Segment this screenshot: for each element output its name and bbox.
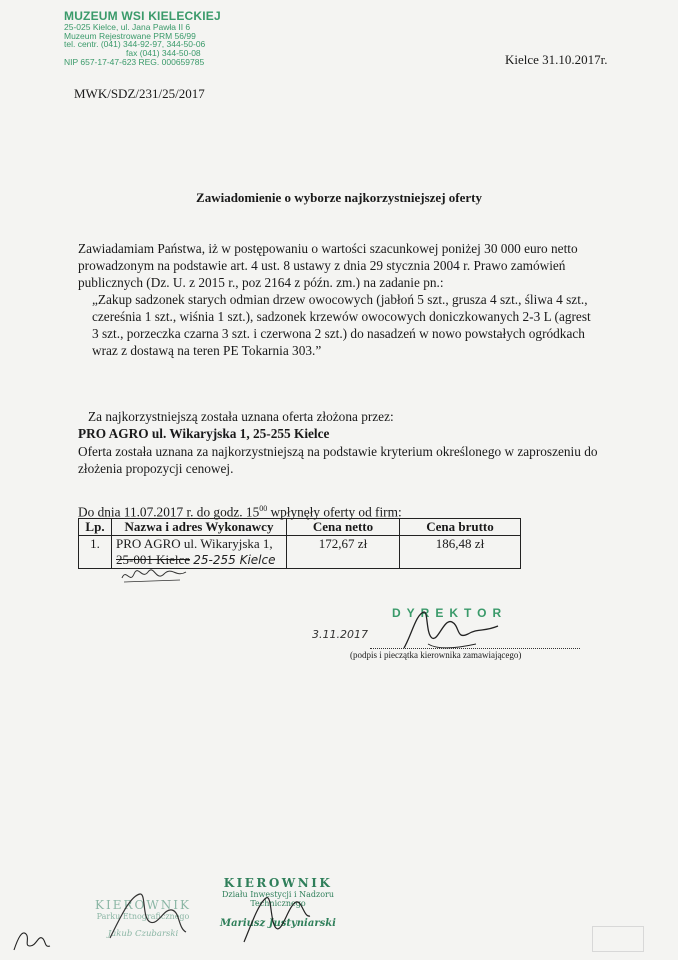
cell-lp: 1.: [79, 536, 112, 569]
stamp-fax: fax (041) 344-50-08: [126, 48, 201, 59]
struck-address: 25-001 Kielce: [116, 552, 191, 567]
cell-gross: 186,48 zł: [400, 536, 521, 569]
park-stamp-name: Jakub Czubarski: [107, 929, 179, 939]
cell-name: [112, 536, 287, 569]
signature-caption: (podpis i pieczątka kierownika zamawiającego): [350, 650, 522, 660]
park-stamp-title: KIEROWNIK: [95, 898, 191, 912]
handwritten-correction: 25-255 Kielce: [193, 553, 276, 567]
faint-corner-stamp: [592, 926, 644, 952]
city-date: Kielce 31.10.2017r.: [505, 52, 608, 67]
table-header-row: [79, 519, 521, 536]
park-stamp-dept: Parku Etnograficznego: [96, 912, 190, 921]
signature-date: 3.11.2017: [312, 628, 368, 641]
col-header-name: Nazwa i adres Wykonawcy: [112, 519, 287, 536]
inv-stamp-name: Mariusz Justyniarski: [220, 918, 336, 929]
offers-lead-hour-sup: 00: [259, 504, 268, 513]
stamp-nip: NIP 657-17-47-623 REG. 000659785: [64, 57, 205, 68]
offers-lead-text-end: wpłynęły oferty od firm:: [267, 504, 402, 520]
stamp-registry: Muzeum Rejestrowane PRM 56/99: [64, 30, 196, 41]
col-header-lp: Lp.: [79, 519, 112, 536]
institution-stamp: [64, 10, 264, 67]
reference-number: MWK/SDZ/231/25/2017: [74, 86, 205, 101]
investment-manager-stamp: [198, 876, 358, 929]
director-stamp: DYREKTOR: [392, 606, 508, 620]
handwritten-initials: [120, 566, 190, 586]
cell-name-line1: PRO AGRO ul. Wikaryjska 1,: [116, 536, 273, 551]
inv-stamp-title: KIEROWNIK: [223, 876, 333, 890]
document-title: Zawiadomienie o wyborze najkorzystniejszej oferty: [196, 190, 482, 205]
col-header-net: Cena netto: [287, 519, 400, 536]
stamp-phone: tel. centr. (041) 344-92-97, 344-50-06: [64, 39, 206, 50]
winner-justification: Oferta została uznana za najkorzystniejszą na podstawie kryterium określonego w zaproszeniu do złożenia propozycji cenowej.: [78, 444, 598, 476]
offers-lead-text: Do dnia 11.07.2017 r. do godz. 15: [78, 504, 260, 520]
handwritten-mark: [12, 928, 52, 954]
institution-name: MUZEUM WSI KIELECKIEJ: [64, 9, 221, 23]
inv-stamp-dept: Działu Inwestycji i Nadzoru Technicznego: [221, 890, 335, 908]
task-description: „Zakup sadzonek starych odmian drzew owocowych (jabłoń 5 szt., grusza 4 szt., śliwa 4 szt., czereśnia 1 szt., wiśnia 1 szt.), sadzonek krzewów owocowych doniczkowanych 2-3 L (agrest 3 szt., porzeczka czarna 3 szt. i czerwona 2 szt.) do nasadzeń w nowo powstałych ogródkach wraz z dostawą na teren PE Tokarnia 303.”: [92, 292, 591, 358]
signature-line: [370, 640, 580, 649]
winner-name: PRO AGRO ul. Wikaryjska 1, 25-255 Kielce: [78, 426, 330, 441]
table-row: [79, 536, 521, 569]
intro-paragraph: Zawiadamiam Państwa, iż w postępowaniu o wartości szacunkowej poniżej 30 000 euro netto prowadzonym na podstawie art. 4 ust. 8 ustawy z dnia 29 stycznia 2004 r. Prawo zamówień publicznych (Dz. U. z 2015 r., poz 2164 z późn. zm.) na zadanie pn.:: [78, 241, 578, 290]
winner-lead: Za najkorzystniejszą została uznana oferta złożona przez:: [88, 409, 394, 424]
cell-net: 172,67 zł: [287, 536, 400, 569]
park-manager-stamp: [88, 898, 198, 939]
stamp-address: 25-025 Kielce, ul. Jana Pawła II 6: [64, 21, 191, 32]
cell-name-line2: [116, 552, 282, 568]
col-header-gross: Cena brutto: [400, 519, 521, 536]
offers-table: [78, 518, 521, 569]
